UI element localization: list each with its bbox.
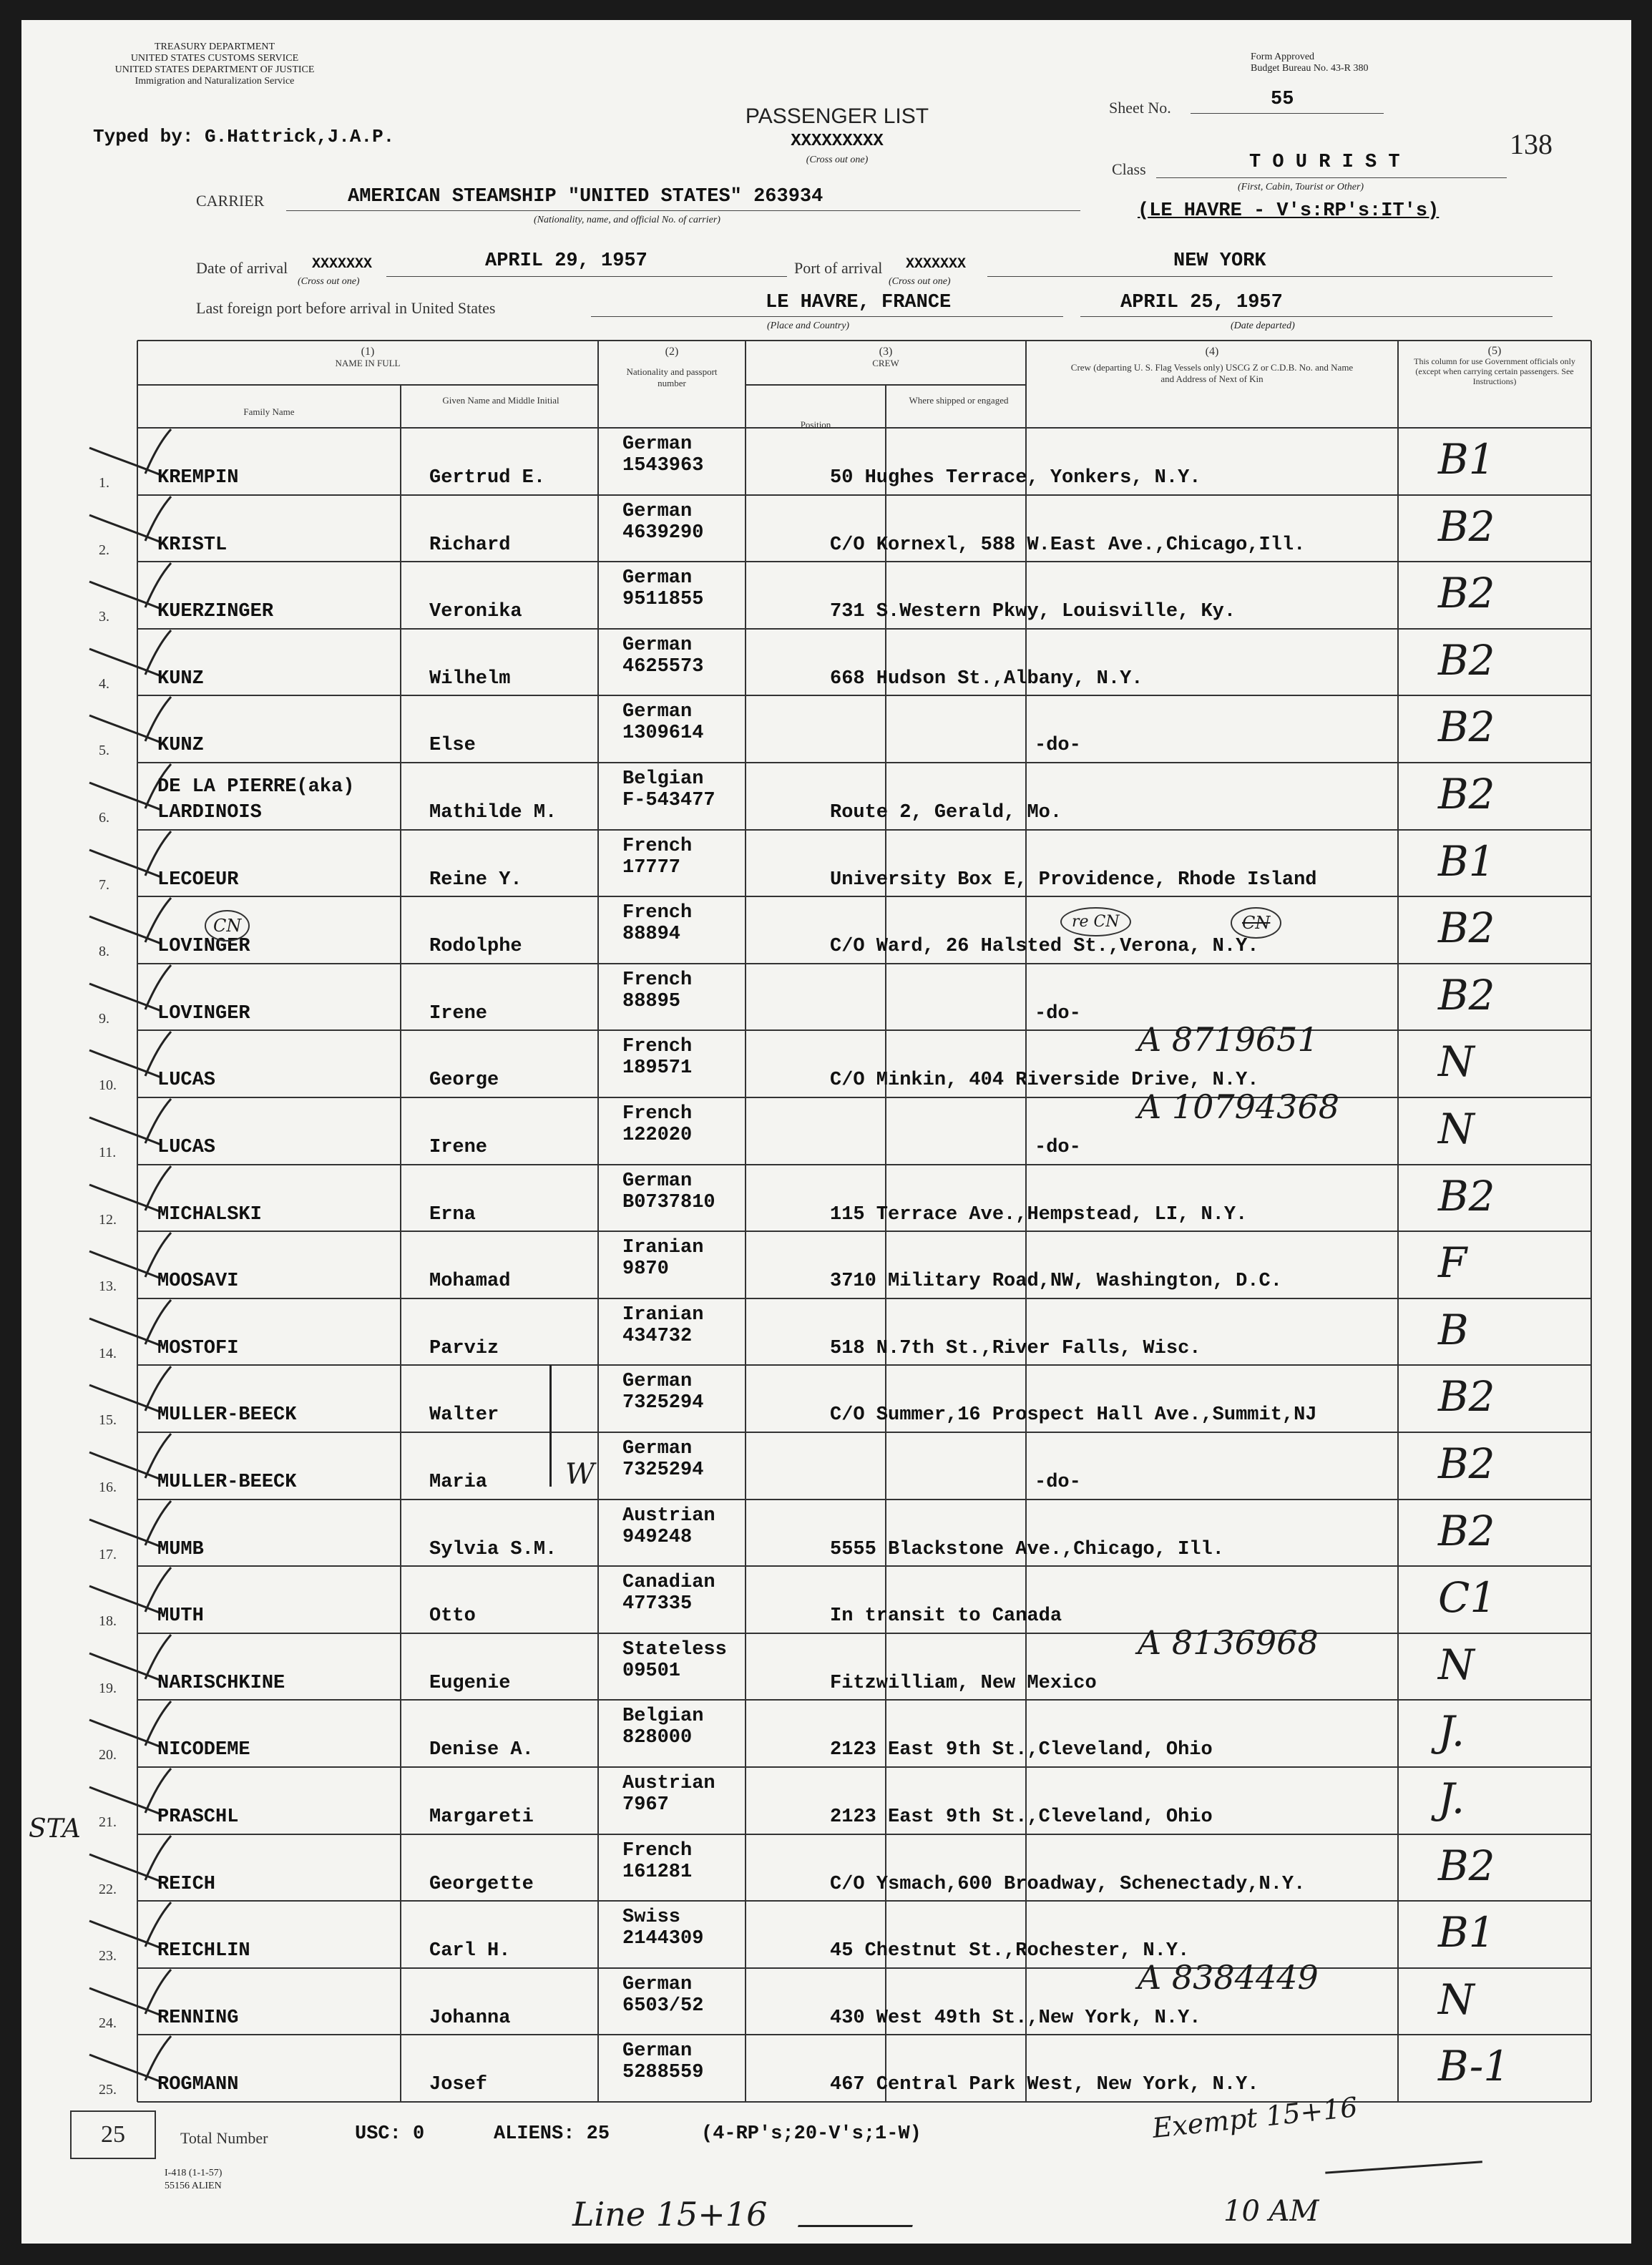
nationality: Swiss: [622, 1907, 681, 1929]
table-row: [21, 1700, 1631, 1766]
margin-note-w: W: [565, 1458, 595, 1491]
given-name: Walter: [429, 1404, 499, 1427]
nationality-passport: [622, 635, 703, 677]
nationality-passport: [622, 1505, 715, 1548]
nationality-passport: [622, 1907, 703, 1950]
address: 430 West 49th St.,New York, N.Y.: [830, 2007, 1201, 2029]
family-name: MUTH: [157, 1605, 204, 1628]
family-name-line2: LARDINOIS: [157, 802, 262, 823]
given-name: Irene: [429, 1137, 488, 1158]
cross-out-hint: (Cross out one): [806, 155, 869, 165]
passport-number: 17777: [622, 856, 681, 879]
nationality: German: [622, 567, 693, 590]
family-name: RENNING: [157, 2007, 239, 2029]
visa-class-code: B2: [1438, 502, 1495, 551]
nationality-passport: [622, 1840, 692, 1883]
given-name: Sylvia S.M.: [429, 1538, 557, 1560]
port-label: Port of arrival: [794, 259, 883, 277]
visa-class-code: N: [1438, 1037, 1475, 1087]
family-name: MULLER-BEECK: [157, 1472, 297, 1493]
nationality-passport: [622, 836, 692, 879]
visa-class-code: B2: [1438, 635, 1495, 685]
passport-number: 7325294: [622, 1392, 704, 1414]
address: Fitzwilliam, New Mexico: [830, 1672, 1097, 1694]
row-number: 20.: [99, 1747, 117, 1763]
alien-registration-note: A 10794368: [1138, 1087, 1339, 1126]
passport-number: 1543963: [622, 455, 704, 476]
table-row: [21, 1020, 1631, 1097]
visa-class-code: F: [1438, 1238, 1467, 1288]
nationality-passport: [622, 701, 703, 744]
table-row: [21, 1165, 1631, 1231]
table-row: [21, 428, 1631, 494]
family-name: LUCAS: [157, 1070, 216, 1092]
given-name: Richard: [429, 534, 511, 556]
last-port-label: Last foreign port before arrival in United States: [196, 299, 496, 317]
family-name: REICHLIN: [157, 1940, 250, 1962]
address: 45 Chestnut St.,Rochester, N.Y.: [830, 1940, 1190, 1962]
row-number: 8.: [99, 944, 109, 960]
nationality: French: [622, 1839, 693, 1862]
row-number: 9.: [99, 1010, 109, 1027]
family-name: LECOEUR: [157, 869, 239, 891]
address: 3710 Military Road,NW, Washington, D.C.: [830, 1271, 1282, 1293]
address: 668 Hudson St.,Albany, N.Y.: [830, 667, 1143, 690]
nationality: German: [622, 701, 693, 723]
given-name: Georgette: [429, 1873, 534, 1895]
family-name: LUCAS: [157, 1137, 216, 1158]
nationality: Belgian: [622, 1706, 704, 1728]
page-number: 138: [1510, 128, 1553, 160]
visa-class-code: N: [1438, 1640, 1475, 1689]
address: In transit to Canada: [830, 1605, 1062, 1628]
family-name: KUNZ: [157, 735, 204, 757]
passport-number: 189571: [622, 1057, 693, 1080]
form-code: 55156 ALIEN: [165, 2181, 222, 2191]
nationality: German: [622, 434, 693, 455]
address: 518 N.7th St.,River Falls, Wisc.: [830, 1337, 1201, 1359]
col1-header: (1) NAME IN FULL: [335, 346, 401, 368]
port-cross-hint: (Cross out one): [889, 276, 951, 287]
class-value: T O U R I S T: [1249, 152, 1400, 173]
address: C/O Kornexl, 588 W.East Ave.,Chicago,Ill.: [830, 534, 1306, 556]
nationality-passport: [622, 768, 715, 811]
passport-number: 88894: [622, 924, 681, 946]
given-name: Mathilde M.: [429, 802, 557, 823]
family-name: MOOSAVI: [157, 1271, 239, 1293]
table-row: [21, 495, 1631, 562]
visa-class-code: B1: [1438, 836, 1495, 886]
address: -do-: [1035, 1137, 1081, 1158]
passport-number: B0737810: [622, 1191, 715, 1213]
row-number: 19.: [99, 1680, 117, 1696]
table-row: [21, 1957, 1631, 2035]
row-number: 11.: [99, 1145, 117, 1160]
row-number: 6.: [99, 810, 109, 826]
total-number-label: Total Number: [180, 2129, 268, 2147]
table-row: [21, 1834, 1631, 1901]
nationality-passport: [622, 434, 703, 476]
passport-number: 7967: [622, 1794, 669, 1816]
passport-number: 161281: [622, 1861, 693, 1883]
row-number: 15.: [99, 1412, 117, 1429]
visa-class-code: J.: [1438, 1774, 1465, 1823]
given-name: Wilhelm: [429, 667, 511, 690]
margin-note-cn-2: CN: [1231, 907, 1281, 939]
departed-hint: (Date departed): [1231, 321, 1295, 331]
passport-number: F-543477: [622, 790, 715, 811]
given-name: Veronika: [429, 601, 522, 623]
family-name: KUERZINGER: [157, 601, 274, 623]
visa-class-code: B2: [1438, 1841, 1495, 1890]
table-row: [21, 896, 1631, 963]
nationality-passport: [622, 2040, 703, 2083]
family-name: LOVINGER: [157, 936, 250, 958]
arrival-cross-hint: (Cross out one): [298, 276, 360, 287]
carrier-value: AMERICAN STEAMSHIP "UNITED STATES" 263934: [348, 186, 823, 207]
row-number: 13.: [99, 1278, 117, 1295]
nationality: Stateless: [622, 1638, 727, 1660]
table-row: [21, 1087, 1631, 1164]
given-name: Reine Y.: [429, 869, 522, 891]
family-name: MUMB: [157, 1538, 204, 1560]
nationality: French: [622, 835, 693, 857]
family-name-header: Family Name: [243, 406, 295, 417]
table-row: [21, 763, 1631, 829]
passport-number: 9870: [622, 1258, 669, 1281]
visa-class-code: B2: [1438, 904, 1495, 953]
given-name-header: Given Name and Middle Initial: [442, 395, 559, 406]
handwritten-time: 10 AM: [1223, 2195, 1319, 2228]
given-name: Rodolphe: [429, 936, 522, 958]
title-crossed: XXXXXXXXX: [791, 132, 884, 151]
family-name: KRISTL: [157, 534, 228, 556]
visa-class-code: B: [1438, 1305, 1469, 1354]
nationality-passport: [622, 567, 703, 610]
arrival-crossed: XXXXXXX: [312, 256, 373, 273]
family-name: DE LA PIERRE(aka): [157, 776, 355, 798]
margin-note-sta: STA: [29, 1814, 81, 1844]
class-note: (LE HAVRE - V's:RP's:IT's): [1138, 200, 1440, 222]
nationality-passport: [622, 969, 692, 1012]
row-number: 12.: [99, 1211, 117, 1228]
row-number: 14.: [99, 1345, 117, 1361]
table-row: [21, 1901, 1631, 1967]
budget-bureau: Budget Bureau No. 43-R 380: [1251, 63, 1369, 74]
nationality-passport: [622, 1438, 703, 1481]
class-label: Class: [1112, 160, 1146, 178]
form-title: PASSENGER LIST: [745, 104, 929, 128]
nationality-passport: [622, 1706, 703, 1748]
given-name: Else: [429, 735, 476, 757]
row-number: 7.: [99, 876, 109, 893]
handwritten-line-note: Line 15+16: [572, 2195, 768, 2234]
address: 731 S.Western Pkwy, Louisville, Ky.: [830, 601, 1236, 623]
nationality-passport: [622, 1103, 692, 1146]
margin-note-recn: re CN: [1060, 907, 1131, 936]
form-number: I-418 (1-1-57): [165, 2168, 223, 2178]
address: -do-: [1035, 1002, 1081, 1024]
table-row: [21, 830, 1631, 896]
nationality-passport: [622, 1639, 727, 1682]
address: C/O Ward, 26 Halsted St.,Verona, N.Y.: [830, 936, 1259, 958]
address: 50 Hughes Terrace, Yonkers, N.Y.: [830, 467, 1201, 489]
given-name: Eugenie: [429, 1672, 511, 1694]
given-name: George: [429, 1070, 499, 1092]
family-name: ROGMANN: [157, 2074, 239, 2096]
alien-registration-note: A 8719651: [1138, 1020, 1319, 1060]
nationality: German: [622, 1438, 693, 1459]
family-name: PRASCHL: [157, 1806, 239, 1828]
given-name: Mohamad: [429, 1271, 511, 1293]
table-row: [21, 1767, 1631, 1834]
row-number: 10.: [99, 1077, 117, 1094]
table-row: [21, 1623, 1631, 1700]
row-number: 4.: [99, 675, 109, 692]
given-name: Irene: [429, 1002, 488, 1024]
family-name: KREMPIN: [157, 467, 239, 489]
table-row: [21, 562, 1631, 628]
row-number: 16.: [99, 1479, 117, 1495]
nationality: German: [622, 1371, 693, 1393]
table-row: [21, 629, 1631, 695]
address: 2123 East 9th St.,Cleveland, Ohio: [830, 1739, 1213, 1761]
passport-number: 1309614: [622, 723, 704, 745]
visa-class-code: C1: [1438, 1573, 1497, 1623]
visa-class-code: B2: [1438, 1439, 1495, 1488]
typed-by: Typed by: G.Hattrick,J.A.P.: [93, 126, 395, 147]
nationality-passport: [622, 1572, 715, 1615]
address: C/O Minkin, 404 Riverside Drive, N.Y.: [830, 1070, 1259, 1092]
table-row: [21, 695, 1631, 762]
col2-header: (2) Nationality and passport number: [626, 346, 718, 388]
nationality-passport: [622, 1371, 703, 1414]
table-row: [21, 2035, 1631, 2101]
address: 467 Central Park West, New York, N.Y.: [830, 2074, 1259, 2096]
family-name: LOVINGER: [157, 1002, 250, 1024]
passport-number: 949248: [622, 1526, 693, 1548]
nationality: Iranian: [622, 1237, 704, 1259]
nationality-passport: [622, 1170, 715, 1213]
nationality: French: [622, 902, 693, 924]
table-row: [21, 964, 1631, 1030]
sheet-label: Sheet No.: [1109, 99, 1171, 117]
nationality-passport: [622, 501, 703, 544]
agency-block: TREASURY DEPARTMENT UNITED STATES CUSTOMS SERVICE UNITED STATES DEPARTMENT OF JUSTICE Immigration and Naturalization Service: [114, 41, 315, 87]
table-row: [21, 1298, 1631, 1365]
table-row: [21, 1566, 1631, 1633]
port-value: NEW YORK: [1173, 250, 1266, 272]
nationality: French: [622, 1103, 693, 1125]
passport-number: 828000: [622, 1727, 693, 1749]
family-name: MOSTOFI: [157, 1337, 239, 1359]
nationality: Austrian: [622, 1773, 715, 1794]
row-number: 21.: [99, 1814, 117, 1830]
handwritten-exempt-note: Exempt 15+16: [1150, 2091, 1359, 2144]
table-row: [21, 1365, 1631, 1432]
visa-class-code: N: [1438, 1975, 1475, 2024]
visa-class-code: B2: [1438, 1506, 1495, 1555]
col5-header: (5) This column for use Government officials only (except when carrying certain passengers. See Instructions): [1414, 345, 1575, 386]
family-name: NICODEME: [157, 1739, 250, 1761]
margin-note-cn: CN: [205, 910, 250, 941]
passport-number: 5288559: [622, 2062, 704, 2084]
family-name: KUNZ: [157, 667, 204, 690]
nationality-passport: [622, 1773, 715, 1816]
nationality: German: [622, 1170, 693, 1192]
visa-class-code: B-1: [1438, 2042, 1510, 2091]
address: -do-: [1035, 1472, 1081, 1493]
passenger-list-sheet: [21, 20, 1631, 2244]
family-name: MULLER-BEECK: [157, 1404, 297, 1427]
given-name: Gertrud E.: [429, 467, 546, 489]
passport-number: 2144309: [622, 1928, 704, 1950]
address: C/O Ysmach,600 Broadway, Schenectady,N.Y.: [830, 1873, 1306, 1895]
visa-class-code: B2: [1438, 569, 1495, 618]
table-row: [21, 1231, 1631, 1298]
given-name: Erna: [429, 1203, 476, 1226]
passport-number: 4639290: [622, 522, 704, 544]
passport-number: 09501: [622, 1660, 681, 1682]
family-name: NARISCHKINE: [157, 1672, 285, 1694]
alien-registration-note: A 8384449: [1138, 1957, 1319, 1997]
row-number: 22.: [99, 1881, 117, 1897]
carrier-label: CARRIER: [196, 192, 265, 210]
visa-class-code: B2: [1438, 970, 1495, 1019]
place-hint: (Place and Country): [767, 321, 850, 331]
nationality-passport: [622, 1304, 703, 1347]
col3-header: (3) CREW: [872, 346, 899, 368]
visa-class-code: B2: [1438, 770, 1495, 818]
total-count-box: 25: [70, 2110, 156, 2159]
visa-class-code: B1: [1438, 1908, 1495, 1957]
nationality: Belgian: [622, 768, 704, 790]
visa-class-code: J.: [1438, 1707, 1465, 1756]
class-hint: (First, Cabin, Tourist or Other): [1238, 182, 1364, 192]
visa-class-code: B1: [1438, 435, 1495, 484]
nationality-passport: [622, 902, 692, 945]
family-name: REICH: [157, 1873, 216, 1895]
address: -do-: [1035, 735, 1081, 757]
passport-number: 6503/52: [622, 1995, 704, 2017]
given-name: Otto: [429, 1605, 476, 1628]
nationality: French: [622, 969, 693, 991]
given-name: Parviz: [429, 1337, 499, 1359]
row-number: 23.: [99, 1948, 117, 1965]
last-port-value: LE HAVRE, FRANCE: [766, 292, 952, 313]
row-number: 1.: [99, 475, 109, 491]
nationality: French: [622, 1036, 693, 1058]
arrival-label: Date of arrival: [196, 259, 288, 277]
alien-registration-note: A 8136968: [1138, 1623, 1319, 1662]
nationality: Canadian: [622, 1572, 715, 1594]
aliens-count: ALIENS: 25: [494, 2123, 610, 2145]
given-name: Josef: [429, 2074, 488, 2096]
arrival-value: APRIL 29, 1957: [485, 250, 647, 272]
sheet-number: 55: [1271, 89, 1294, 110]
departed-value: APRIL 25, 1957: [1120, 292, 1283, 313]
row-number: 17.: [99, 1546, 117, 1562]
nationality: Austrian: [622, 1505, 715, 1527]
row-number: 25.: [99, 2082, 117, 2098]
given-name: Maria: [429, 1472, 488, 1493]
visa-class-code: N: [1438, 1105, 1475, 1153]
address: 2123 East 9th St.,Cleveland, Ohio: [830, 1806, 1213, 1828]
passport-number: 122020: [622, 1125, 693, 1146]
row-number: 3.: [99, 609, 109, 625]
visa-class-code: B2: [1438, 1372, 1495, 1422]
passport-number: 4625573: [622, 655, 704, 677]
nationality: German: [622, 1973, 693, 1995]
col4-header: (4) Crew (departing U. S. Flag Vessels only) USCG Z or C.D.B. No. and Name and Address of Next of Kin: [1070, 346, 1354, 384]
address: C/O Summer,16 Prospect Hall Ave.,Summit,NJ: [830, 1404, 1317, 1427]
handwritten-initials: [798, 2179, 925, 2227]
nationality-passport: [622, 1036, 692, 1079]
visa-class-code: B2: [1438, 1171, 1495, 1220]
shipped-header: Where shipped or engaged: [909, 395, 1009, 406]
family-name: MICHALSKI: [157, 1203, 262, 1226]
usc-count: USC: 0: [355, 2123, 425, 2145]
row-number: 2.: [99, 542, 109, 558]
port-crossed: XXXXXXX: [906, 256, 967, 273]
given-name: Johanna: [429, 2007, 511, 2029]
row-number: 5.: [99, 743, 109, 759]
nationality-passport: [622, 1237, 703, 1280]
passport-number: 7325294: [622, 1459, 704, 1481]
address: University Box E, Providence, Rhode Island: [830, 869, 1317, 891]
carrier-hint: (Nationality, name, and official No. of carrier): [534, 215, 720, 225]
passport-number: 9511855: [622, 589, 704, 611]
passport-number: 477335: [622, 1593, 693, 1615]
given-name: Margareti: [429, 1806, 534, 1828]
address: Route 2, Gerald, Mo.: [830, 802, 1062, 823]
passport-number: 434732: [622, 1325, 693, 1347]
nationality: Iranian: [622, 1303, 704, 1326]
nationality: German: [622, 500, 693, 522]
given-name: Denise A.: [429, 1739, 534, 1761]
passport-number: 88895: [622, 990, 681, 1012]
nationality: German: [622, 2040, 693, 2063]
row-number: 24.: [99, 2015, 117, 2031]
form-approved: Form Approved: [1251, 52, 1315, 62]
visa-class-code: B2: [1438, 703, 1495, 752]
given-name: Carl H.: [429, 1940, 511, 1962]
visa-breakdown: (4-RP's;20-V's;1-W): [701, 2123, 922, 2145]
nationality-passport: [622, 1974, 703, 2017]
address: 115 Terrace Ave.,Hempstead, LI, N.Y.: [830, 1203, 1248, 1226]
nationality: German: [622, 634, 693, 656]
table-row: [21, 1500, 1631, 1566]
position-header: Position: [800, 419, 831, 430]
row-number: 18.: [99, 1613, 117, 1630]
bracket-line: [549, 1365, 552, 1487]
address: 5555 Blackstone Ave.,Chicago, Ill.: [830, 1538, 1224, 1560]
table-row: [21, 1432, 1631, 1499]
